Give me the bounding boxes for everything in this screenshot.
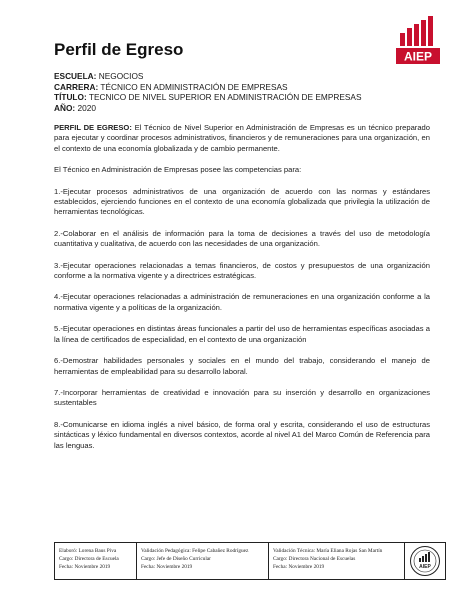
pedagogical-validation-cell: Validación Pedagógica: Felipe Cabañez Rodríguez Cargo: Jefe de Diseño Curricular Fecha: Noviembre 2019 [137, 543, 269, 579]
competency-item: 1.-Ejecutar procesos administrativos de una organización de acuerdo con las normas y estándares establecidos, ejerciendo funciones en el contexto de una economía globalizada que privilegia la utilización de herramientas tecnológicas. [54, 186, 430, 217]
logo-bar-4 [421, 20, 426, 46]
document-body [54, 123, 430, 462]
svg-text:AIEP: AIEP [419, 564, 431, 570]
logo-bar-2 [407, 28, 412, 46]
competency-item: 8.-Comunicarse en idioma inglés a nivel básico, de forma oral y escrita, considerando el uso de estructuras sintácticas y léxico fundamental en diversos contextos, acorde al nivel A1 del Marco Común de Referencia para las lenguas. [54, 419, 430, 450]
career-info [54, 71, 434, 113]
year-row: AÑO: 2020 [54, 102, 96, 113]
seal-cell [405, 543, 445, 579]
competency-item: 7.-Incorporar herramientas de creatividad e innovación para su inserción y desarrollo en organizaciones sustentables [54, 387, 430, 408]
profile-paragraph: PERFIL DE EGRESO: El Técnico de Nivel Superior en Administración de Empresas es un técnico preparado para ejecutar y coordinar procesos administrativos, financieros y de remuneraciones para una organización, en el contexto de una economía globalizada y de cambio permanente. [54, 123, 431, 153]
technical-validation-cell: Validación Técnica: María Eliana Rojas San Martín Cargo: Directora Nacional de Escuelas Fecha: Noviembre 2019 [269, 543, 405, 579]
competency-item: 3.-Ejecutar operaciones relacionadas a temas financieros, de costos y presupuestos de una organización conforme a la normativa vigente y a directrices estratégicas. [54, 260, 430, 281]
logo-bar-3 [414, 24, 419, 46]
competency-item: 2.-Colaborar en el análisis de información para la toma de decisiones a través del uso de metodología cuantitativa y cualitativa, de acuerdo con las necesidades de una organización. [54, 228, 430, 249]
prepared-by-cell: Elaboró: Lorena Baus Piva Cargo: Directora de Escuela Fecha: Noviembre 2019 [55, 543, 137, 579]
logo-bar-5 [428, 16, 433, 46]
competency-item: 5.-Ejecutar operaciones en distintas áreas funcionales a partir del uso de herramientas específicas asociadas a la línea de certificados de especialidad, en el contexto de una organización [54, 324, 430, 344]
aiep-seal-icon [409, 545, 441, 577]
career-row: CARRERA: TÉCNICO EN ADMINISTRACIÓN DE EMPRESAS [54, 81, 288, 92]
approval-table [54, 542, 446, 580]
logo-bar-1 [400, 33, 405, 46]
logo-text: AIEP [403, 49, 433, 64]
page-title: Perfil de Egreso [54, 40, 184, 59]
competency-item: 4.-Ejecutar operaciones relacionadas a administración de remuneraciones en una organización conforme a la normativa vigente y a políticas de la organización. [54, 292, 430, 312]
aiep-logo [394, 16, 444, 66]
competency-item: 6.-Demostrar habilidades personales y sociales en el mundo del trabajo, considerando el manejo de herramientas de empleabilidad para su desarrollo laboral. [54, 356, 430, 376]
competencies-intro: El Técnico en Administración de Empresas posee las competencias para: [54, 165, 302, 175]
school-row: ESCUELA: NEGOCIOS [54, 71, 144, 81]
degree-row: TÍTULO: TECNICO DE NIVEL SUPERIOR EN ADMINISTRACIÓN DE EMPRESAS [54, 92, 362, 103]
